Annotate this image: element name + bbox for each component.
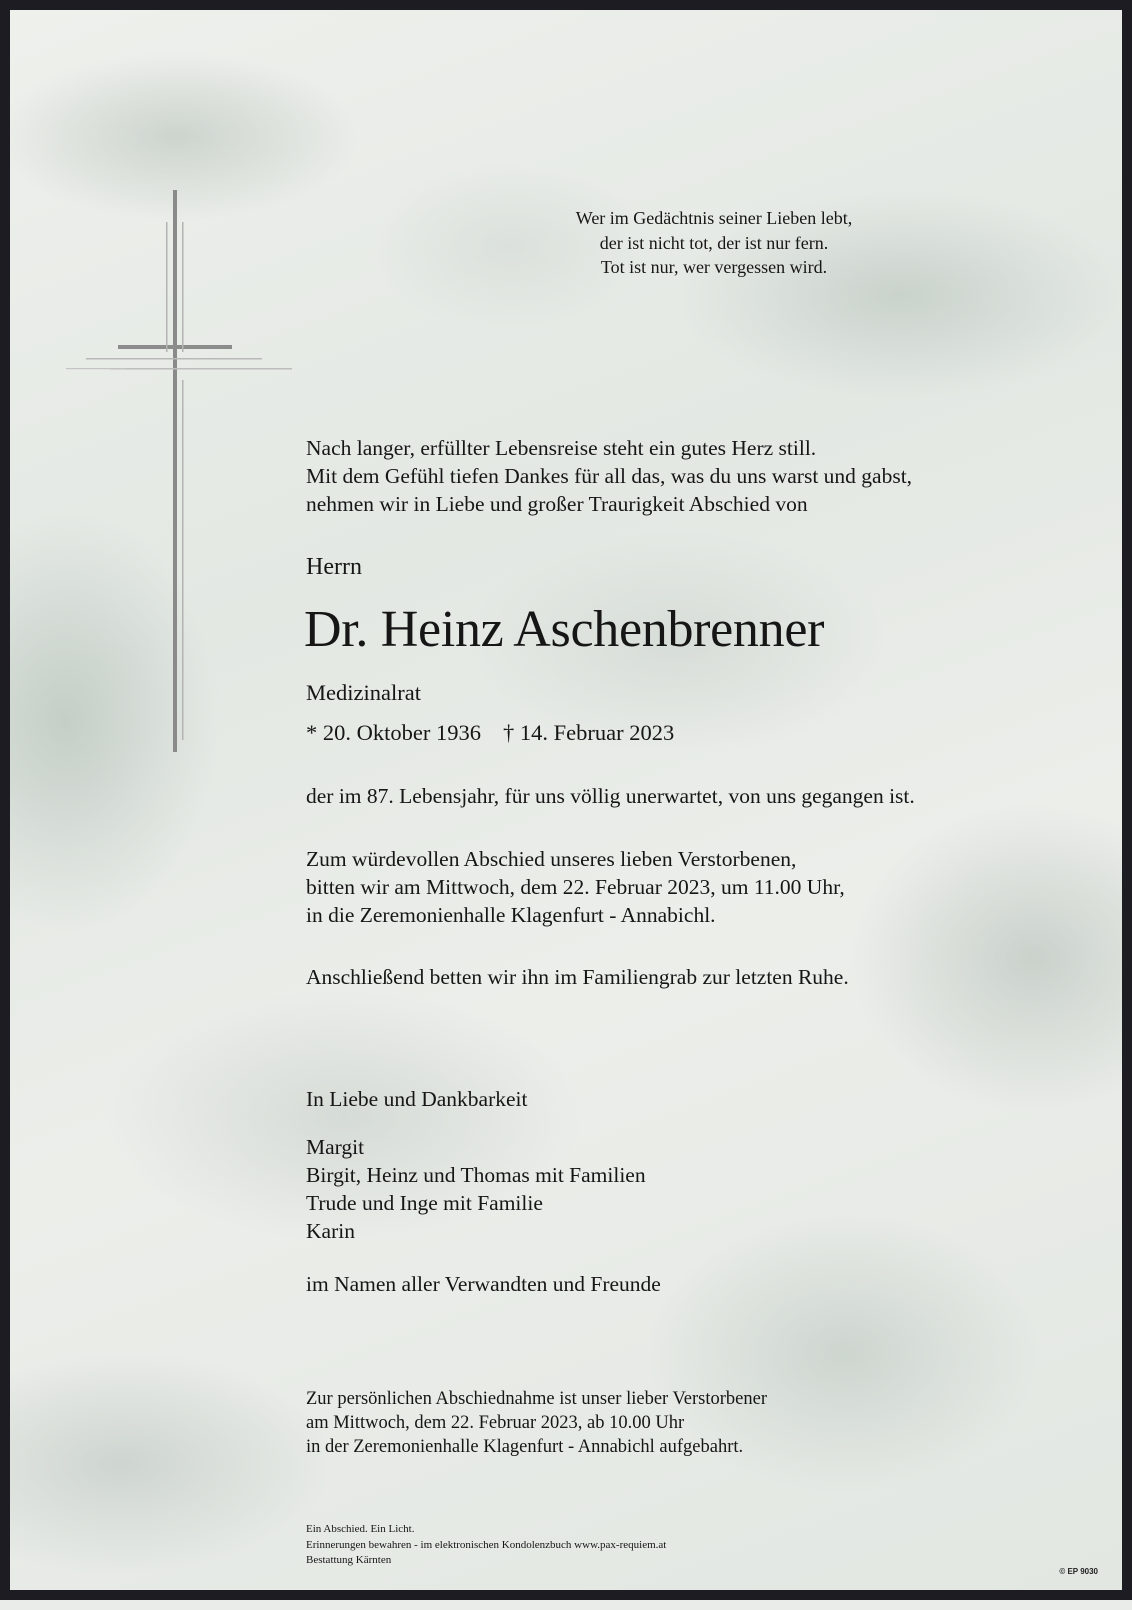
viewing-text — [306, 1387, 767, 1459]
death-date: † 14. Februar 2023 — [502, 720, 675, 745]
age-text: der im 87. Lebensjahr, für uns völlig unerwartet, von uns gegangen ist. — [306, 784, 915, 808]
mourner-item: Karin — [306, 1219, 355, 1243]
cross-vertical-bar — [173, 190, 177, 752]
cross-accent-line — [86, 358, 262, 360]
footer-line: Bestattung Kärnten — [306, 1554, 392, 1566]
viewing-line: in der Zeremonienhalle Klagenfurt - Annabichl aufgebahrt. — [306, 1437, 744, 1457]
viewing-line: Zur persönlichen Abschiednahme ist unser lieber Verstorbener — [306, 1389, 767, 1409]
cross-accent-line — [166, 222, 168, 352]
footer-text — [306, 1522, 666, 1569]
deceased-name: Dr. Heinz Aschenbrenner — [304, 601, 825, 658]
footer-line: Erinnerungen bewahren - im elektronischen Kondolenzbuch www.pax-requiem.at — [306, 1538, 667, 1551]
quote-line: Wer im Gedächtnis seiner Lieben lebt, — [575, 208, 853, 228]
birth-date: * 20. Oktober 1936 — [306, 720, 481, 745]
life-dates — [306, 720, 674, 746]
cross-accent-line — [182, 222, 184, 352]
cross-horizontal-bar — [118, 345, 232, 349]
memorial-quote — [480, 206, 948, 280]
intro-line: nehmen wir in Liebe und großer Traurigkeit Abschied von — [306, 492, 808, 516]
ceremony-line: in die Zeremonienhalle Klagenfurt - Annabichl. — [306, 903, 716, 927]
copyright-mark: © EP 9030 — [1059, 1567, 1098, 1576]
viewing-line: am Mittwoch, dem 22. Februar 2023, ab 10.00 Uhr — [306, 1413, 685, 1433]
cross-accent-line — [110, 368, 292, 370]
salutation: Herrn — [306, 554, 362, 580]
burial-text: Anschließend betten wir ihn im Familiengrab zur letzten Ruhe. — [306, 965, 849, 989]
footer-line: Ein Abschied. Ein Licht. — [306, 1523, 415, 1535]
mourner-item: Trude und Inge mit Familie — [306, 1191, 543, 1215]
cross-accent-line — [182, 380, 184, 740]
mourners-list — [306, 1133, 646, 1245]
ceremony-line: bitten wir am Mittwoch, dem 22. Februar 2023, um 11.00 Uhr, — [306, 875, 845, 899]
quote-line: der ist nicht tot, der ist nur fern. — [599, 232, 829, 253]
mourner-item: Margit — [306, 1135, 365, 1159]
cross-accent-line — [66, 368, 126, 369]
ceremony-text — [306, 845, 845, 929]
deceased-profession: Medizinalrat — [306, 680, 421, 705]
intro-text — [306, 434, 912, 518]
mourner-item: Birgit, Heinz und Thomas mit Familien — [306, 1163, 646, 1187]
quote-line: Tot ist nur, wer vergessen wird. — [600, 257, 828, 277]
on-behalf-text: im Namen aller Verwandten und Freunde — [306, 1272, 661, 1296]
intro-line: Nach langer, erfüllter Lebensreise steht ein gutes Herz still. — [306, 436, 817, 460]
ceremony-line: Zum würdevollen Abschied unseres lieben Verstorbenen, — [306, 847, 797, 871]
intro-line: Mit dem Gefühl tiefen Dankes für all das, was du uns warst und gabst, — [306, 464, 913, 488]
closing-text: In Liebe und Dankbarkeit — [306, 1087, 528, 1111]
